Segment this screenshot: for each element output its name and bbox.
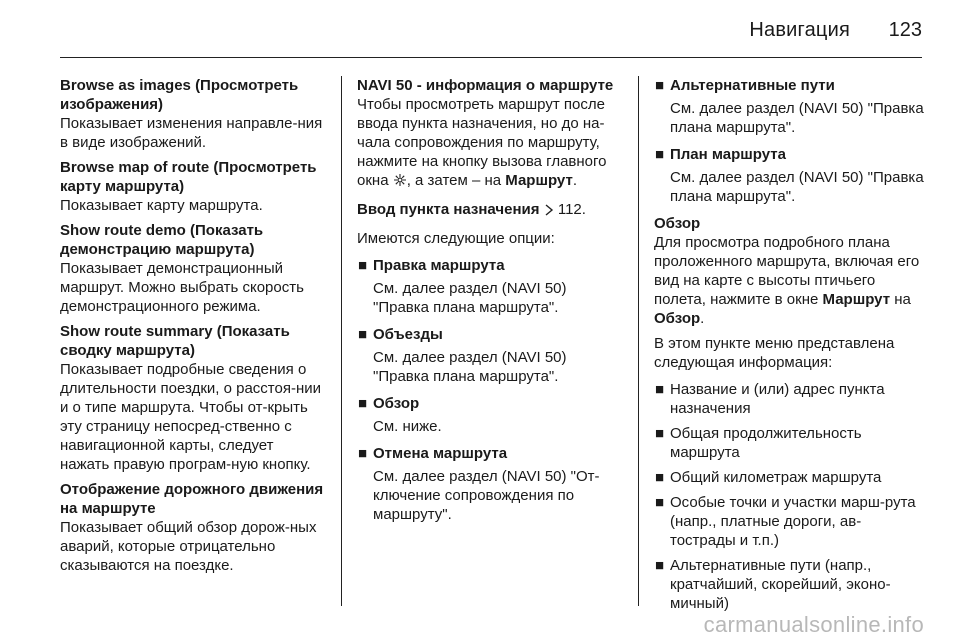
column-divider-1 [341,76,342,606]
entry [60,76,326,152]
bullet: ■ [358,257,368,274]
intro-text: Чтобы просмотреть маршрут после ввода пункта назначения, но до на-чала сопровождения по маршруту, нажмите на кнопку вызова главного окна [357,96,607,189]
option-desc: См. далее раздел (NAVI 50) "Правка плана маршрута". [670,100,924,136]
option-title [357,444,623,463]
list-item-text: Общая продолжительность маршрута [670,425,862,461]
intro-paragraph [357,95,623,192]
entry-title: Browse as images (Просмотреть изображения) [60,77,299,113]
entry [60,158,326,215]
bullet: ■ [655,381,665,398]
bullet: ■ [655,494,665,511]
option-title [357,394,623,413]
list-item [654,424,924,462]
section-title: Навигация [749,19,850,41]
entry-title: Show route demo (Показать демонстрацию маршрута) [60,222,264,258]
reference-label: Ввод пункта назначения [357,201,540,218]
option-item [357,256,623,317]
option-title-text: Правка маршрута [373,257,505,274]
option-title [357,325,623,344]
column-divider-2 [638,76,639,606]
option-desc: См. далее раздел (NAVI 50) "Правка плана маршрута". [373,349,567,385]
option-item [654,145,924,206]
bullet: ■ [358,395,368,412]
option-title-text: Объезды [373,326,443,343]
overview-text: . [700,310,705,327]
overview-entry [654,214,924,328]
option-title [654,145,924,164]
option-title-text: Отмена маршрута [373,445,508,462]
option-title-text: Обзор [373,395,420,412]
bullet: ■ [358,326,368,343]
option-title [654,76,924,95]
column-1 [60,76,326,581]
option-item [654,76,924,137]
overview-text: на [894,291,911,308]
entry-body: Показывает изменения направле-ния в виде изображений. [60,115,323,151]
list-item-text: Особые точки и участки марш-рута (напр., платные дороги, ав-тострады и т.п.) [670,494,916,549]
section-heading: NAVI 50 - информация о маршруте [357,77,614,94]
page-reference-icon [544,202,554,221]
overview-bold: Обзор [654,310,701,327]
options-intro: Имеются следующие опции: [357,230,555,247]
option-desc: См. далее раздел (NAVI 50) "Правка плана маршрута". [670,169,924,205]
column-3 [654,76,924,619]
bullet: ■ [655,557,665,574]
bullet: ■ [655,425,665,442]
entry [60,480,326,575]
watermark: carmanualsonline.info [703,612,924,637]
overview-text: Для просмотра подробного плана проложенного маршрута, включая его вид на карте с высоты птичьего полета, нажмите в окне [654,234,920,308]
intro-bold: Маршрут [505,172,573,189]
list-item [654,380,924,418]
page-number: 123 [888,19,922,41]
overview-bold: Маршрут [822,291,891,308]
entry-body: Показывает карту маршрута. [60,197,263,214]
list-item-text: Общий километраж маршрута [670,469,882,486]
entry-title: Browse map of route (Просмотреть карту маршрута) [60,159,317,195]
entry-title: Обзор [654,215,701,232]
list-item [654,556,924,613]
option-desc: См. далее раздел (NAVI 50) "Правка плана маршрута". [373,280,567,316]
list-item-text: Альтернативные пути (напр., кратчайший, скорейший, эконо-мичный) [670,557,891,612]
list-item [654,468,924,487]
info-intro: В этом пункте меню представлена следующая информация: [654,335,895,371]
bullet: ■ [358,445,368,462]
list-item-text: Название и (или) адрес пункта назначения [670,381,885,417]
bullet: ■ [655,146,665,163]
option-item [357,394,623,436]
cross-reference [357,200,623,221]
entry-body: Показывает демонстрационный маршрут. Можно выбрать скорость демонстрационного режима. [60,260,304,315]
option-desc: См. ниже. [373,418,442,435]
option-item [357,325,623,386]
header-rule [60,57,922,58]
option-title-text: План маршрута [670,146,786,163]
entry-body [654,233,924,328]
intro-text: , а затем – на [406,172,502,189]
entry-title: Отображение дорожного движения на маршруте [60,481,324,517]
page-header [60,0,922,58]
option-title-text: Альтернативные пути [670,77,835,94]
intro-text: . [572,172,577,189]
reference-page: 112. [557,201,586,218]
entry-title: Show route summary (Показать сводку маршрута) [60,323,290,359]
option-desc: См. далее раздел (NAVI 50) "От-ключение сопровождения по маршруту". [373,468,600,523]
option-item [357,444,623,524]
home-icon [393,173,407,192]
bullet: ■ [655,77,665,94]
entry-body: Показывает подробные сведения о длительности поездки, о расстоя-нии и о типе маршрута. Чтобы от-крыть эту страницу непосред-ственно с навигационной карты, следует нажать правую програм-ную кнопку. [60,361,321,473]
option-title [357,256,623,275]
entry [60,322,326,474]
entry-body: Показывает общий обзор дорож-ных аварий, которые отрицательно сказываются на поездке. [60,519,317,574]
bullet: ■ [655,469,665,486]
list-item [654,493,924,550]
column-2 [357,76,623,532]
entry [60,221,326,316]
